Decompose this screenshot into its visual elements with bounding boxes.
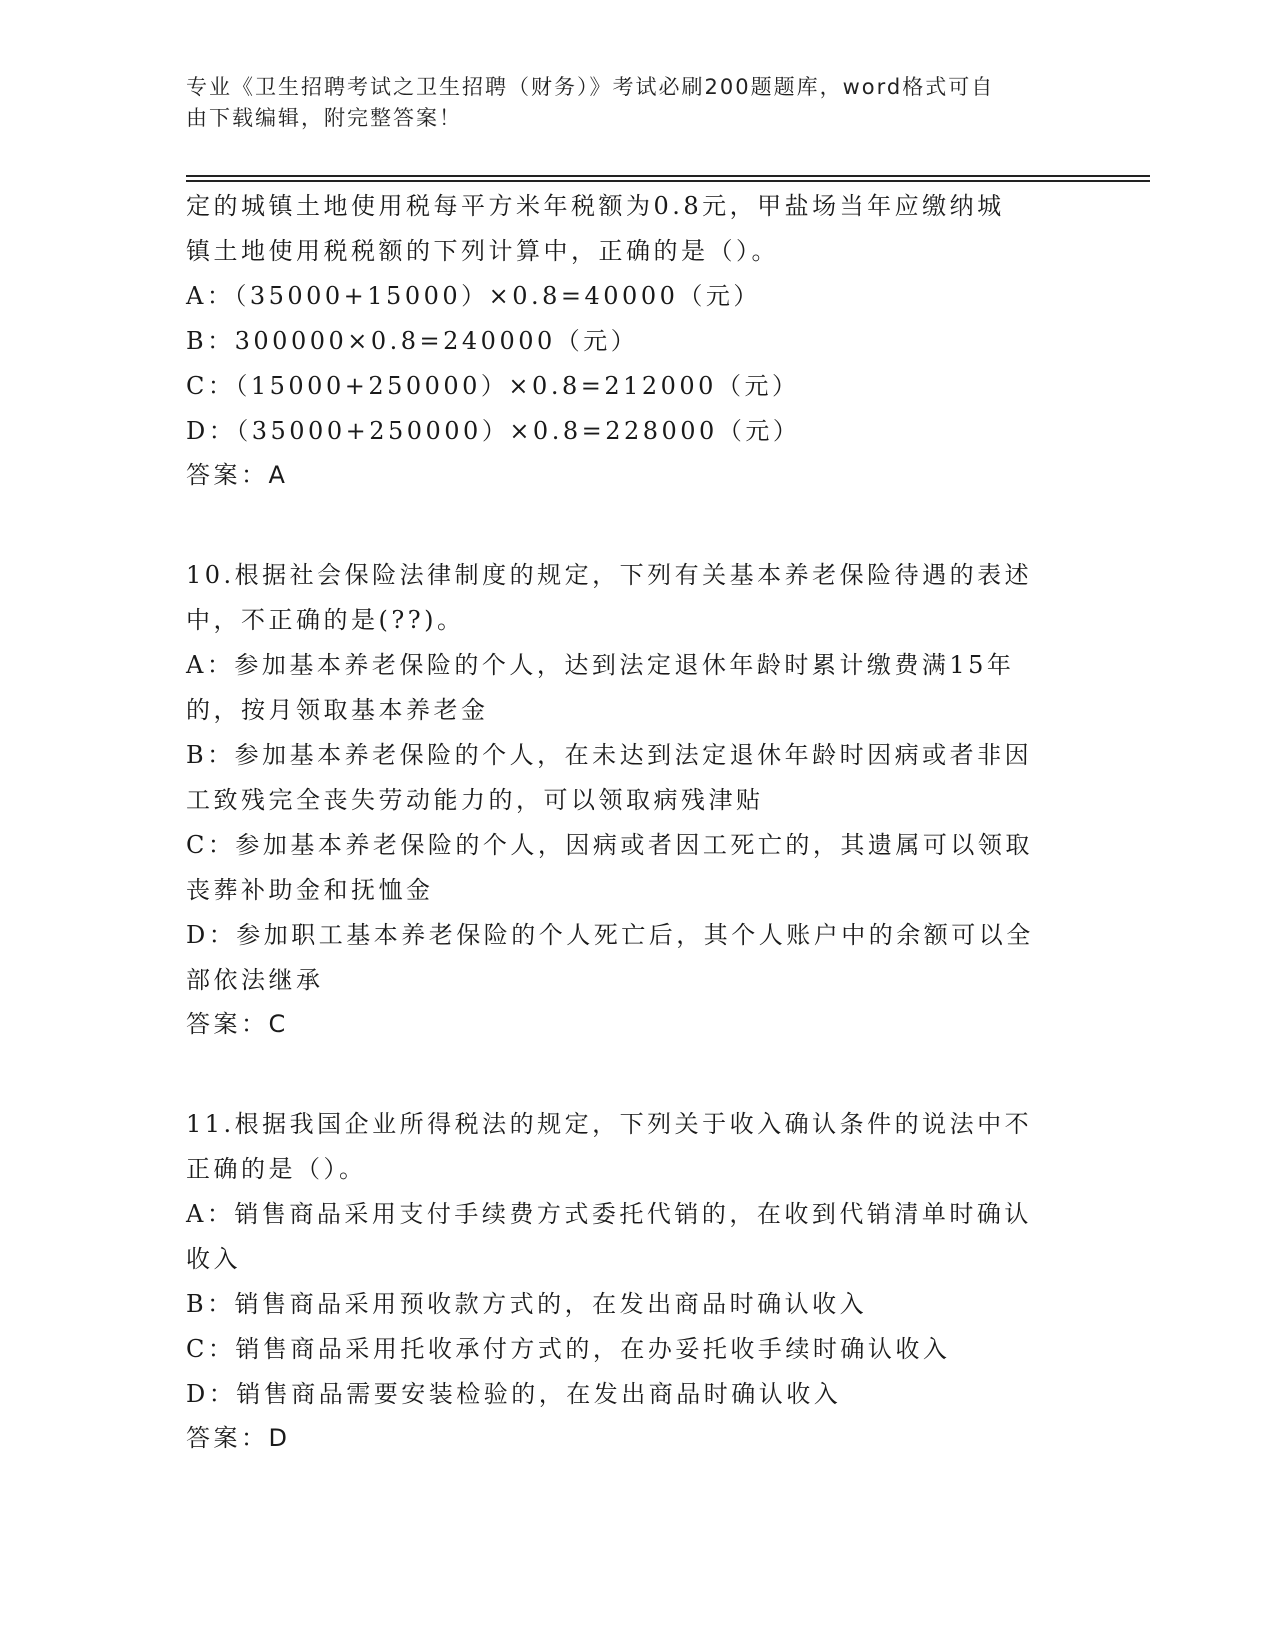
header-line-1: 专业《卫生招聘考试之卫生招聘（财务）》考试必刷200题题库，word格式可自 — [186, 75, 995, 99]
q10-answer: 答案：C — [186, 1010, 289, 1038]
q11-option-b: B：销售商品采用预收款方式的，在发出商品时确认收入 — [186, 1290, 868, 1318]
q10-stem-line-1: 10.根据社会保险法律制度的规定，下列有关基本养老保险待遇的表述 — [186, 561, 1033, 589]
q9-answer: 答案：A — [186, 461, 289, 489]
q11-option-c: C：销售商品采用托收承付方式的，在办妥托收手续时确认收入 — [186, 1335, 951, 1363]
q9-option-c: C：（15000+250000）×0.8=212000（元） — [186, 372, 800, 400]
q10-option-d-line-2: 部依法继承 — [186, 966, 324, 994]
header-rule-top — [186, 175, 1150, 177]
q9-option-d: D：（35000+250000）×0.8=228000（元） — [186, 417, 801, 445]
q10-option-b-line-2: 工致残完全丧失劳动能力的，可以领取病残津贴 — [186, 786, 764, 814]
q10-option-c-line-1: C：参加基本养老保险的个人，因病或者因工死亡的，其遗属可以领取 — [186, 831, 1033, 859]
q11-option-a-line-1: A：销售商品采用支付手续费方式委托代销的，在收到代销清单时确认 — [186, 1200, 1032, 1228]
q10-option-a-line-1: A：参加基本养老保险的个人，达到法定退休年龄时累计缴费满15年 — [186, 651, 1015, 679]
q10-option-c-line-2: 丧葬补助金和抚恤金 — [186, 876, 434, 904]
q11-option-d: D：销售商品需要安装检验的，在发出商品时确认收入 — [186, 1380, 842, 1408]
q10-option-d-line-1: D：参加职工基本养老保险的个人死亡后，其个人账户中的余额可以全 — [186, 921, 1034, 949]
q9-stem-line-2: 镇土地使用税税额的下列计算中，正确的是（）。 — [186, 237, 779, 265]
q9-stem-line-1: 定的城镇土地使用税每平方米年税额为0.8元，甲盐场当年应缴纳城 — [186, 192, 1005, 220]
q11-stem-line-2: 正确的是（）。 — [186, 1155, 367, 1183]
q9-option-a: A：（35000+15000）×0.8=40000（元） — [186, 282, 761, 310]
header-line-2: 由下载编辑，附完整答案！ — [186, 106, 462, 130]
q9-option-b: B：300000×0.8=240000（元） — [186, 327, 639, 355]
header-rule-bottom — [186, 180, 1150, 182]
q11-stem-line-1: 11.根据我国企业所得税法的规定，下列关于收入确认条件的说法中不 — [186, 1110, 1033, 1138]
q11-answer: 答案：D — [186, 1424, 291, 1452]
page-header — [186, 72, 1066, 134]
q11-option-a-line-2: 收入 — [186, 1245, 241, 1273]
q10-stem-line-2: 中，不正确的是(??)。 — [186, 606, 465, 634]
q10-option-a-line-2: 的，按月领取基本养老金 — [186, 696, 489, 724]
q10-option-b-line-1: B：参加基本养老保险的个人，在未达到法定退休年龄时因病或者非因 — [186, 741, 1033, 769]
